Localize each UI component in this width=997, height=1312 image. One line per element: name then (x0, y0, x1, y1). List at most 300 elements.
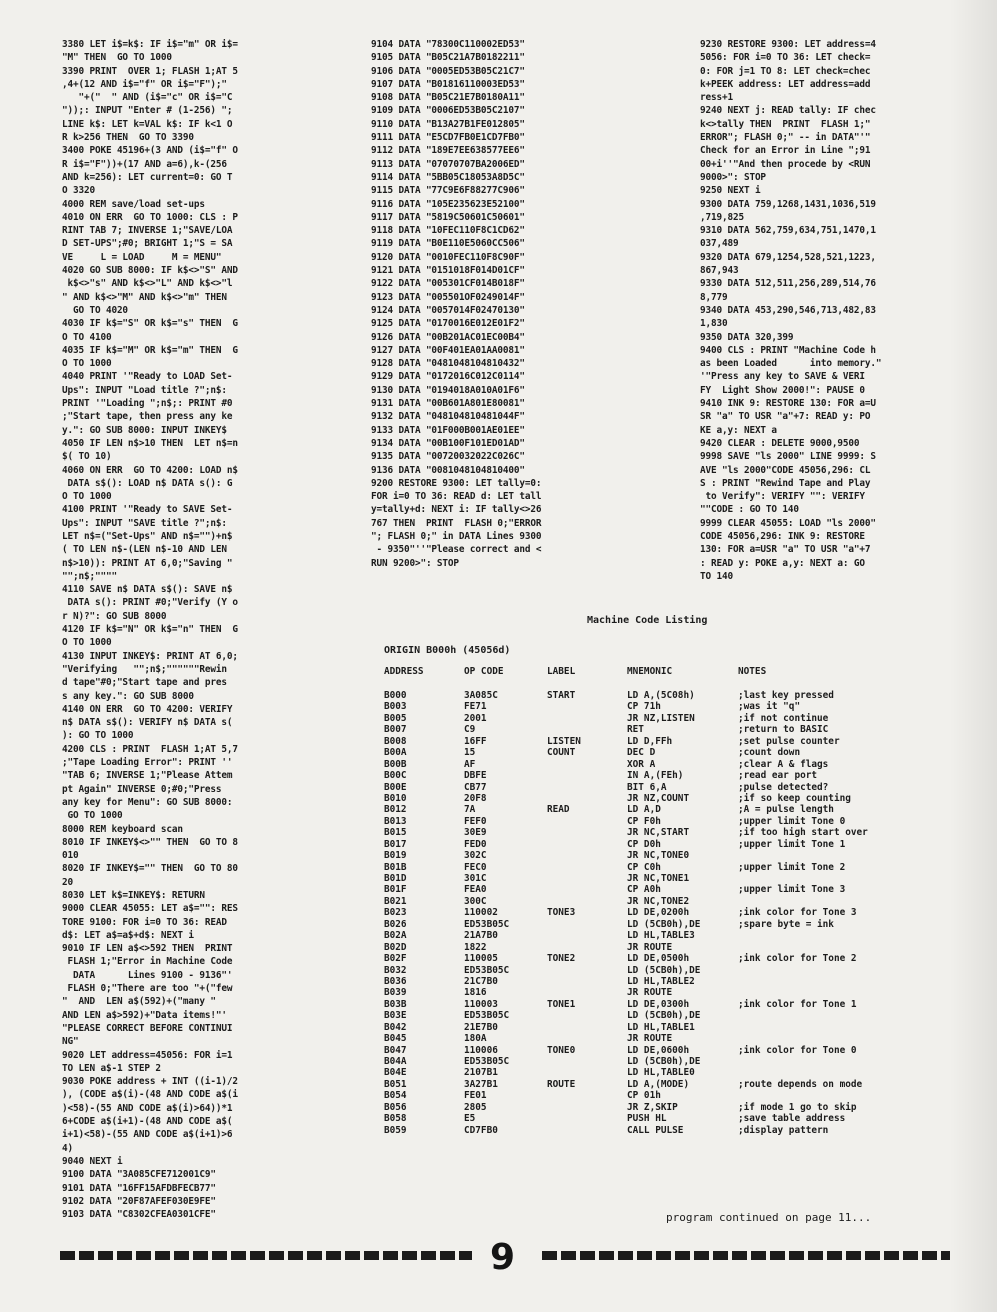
row-mnemonic: JR Z,SKIP (627, 1101, 678, 1113)
row-opcode: 3A085C (464, 690, 498, 701)
listing-line: 9030 POKE address + INT ((i-1)/2 (62, 1076, 238, 1088)
row-mnemonic: LD (5CB0h),DE (627, 1056, 701, 1067)
listing-line: 9119 DATA "B0E110E5060CC506" (371, 238, 525, 250)
row-opcode: 21C7B0 (464, 975, 498, 987)
row-opcode: 2001 (464, 712, 487, 724)
footer-stripe-left (60, 1251, 472, 1260)
listing-line: 9000>": STOP (700, 171, 766, 183)
listing-line: 9115 DATA "77C9E6F88277C906" (371, 185, 525, 197)
listing-line: 3390 PRINT OVER 1; FLASH 1;AT 5 (62, 65, 238, 77)
row-mnemonic: LD (5CB0h),DE (627, 964, 701, 976)
row-notes: ;A = pulse length (738, 804, 834, 816)
table-row (384, 941, 673, 953)
row-opcode: ED53B05C (464, 1056, 510, 1067)
listing-line: 9101 DATA "16FF15AFDBFECB77" (62, 1182, 216, 1194)
listing-line: " AND k$<>"M" AND k$<>"m" THEN (62, 291, 227, 303)
listing-line: 9010 IF LEN a$<>592 THEN PRINT (62, 943, 233, 955)
row-mnemonic: LD A,(MODE) (627, 1078, 690, 1090)
table-row (384, 998, 857, 1010)
listing-line: pt Again" INVERSE 0;#0;"Press (62, 783, 222, 795)
row-notes: ;save table address (738, 1113, 846, 1125)
listing-line: 9330 DATA 512,511,256,289,514,76 (700, 278, 876, 290)
listing-line: 1,830 (700, 318, 728, 330)
table-row (384, 781, 829, 793)
listing-line: 8020 IF INKEY$="" THEN GO TO 80 (62, 863, 238, 875)
listing-line: 4140 ON ERR GO TO 4200: VERIFY (62, 703, 233, 715)
row-opcode: 301C (464, 873, 487, 884)
row-address: B04A (384, 1056, 407, 1067)
listing-line: ;"Tape Loading Error": PRINT '' (62, 757, 233, 769)
row-label: ROUTE (547, 1078, 576, 1090)
row-opcode: 16FF (464, 735, 487, 747)
listing-line: i+1)<58)-(55 AND CODE a$(i+1)>6 (62, 1129, 233, 1141)
listing-line: GO TO 1000 (62, 810, 123, 822)
listing-line: AND k=256): LET current=0: GO T (62, 171, 233, 183)
row-opcode: 2107B1 (464, 1067, 498, 1079)
row-notes: ;set pulse counter (738, 735, 840, 747)
listing-line: 9310 DATA 562,759,634,751,1470,1 (700, 225, 876, 237)
row-label: TONE2 (547, 953, 576, 965)
row-opcode: ED53B05C (464, 918, 510, 930)
row-opcode: DBFE (464, 770, 487, 782)
row-opcode: 21A7B0 (464, 930, 498, 942)
listing-line: ,719,825 (700, 211, 744, 223)
listing-line: 4020 GO SUB 8000: IF k$<>"S" AND (62, 265, 238, 277)
table-row (384, 1101, 857, 1113)
table-row (384, 1067, 695, 1079)
listing-line: FY Light Show 2000!": PAUSE 0 (700, 384, 865, 396)
listing-line: 9105 DATA "B05C21A7B0182211" (371, 52, 525, 64)
table-row (384, 861, 846, 873)
row-notes: ;if mode 1 go to skip (738, 1101, 857, 1113)
listing-line: S : PRINT "Rewind Tape and Play (700, 477, 871, 489)
row-address: B02F (384, 953, 407, 965)
table-row (384, 1021, 695, 1033)
row-label: READ (547, 804, 570, 816)
listing-line: 9106 DATA "0005ED53B05C21C7" (371, 65, 525, 77)
listing-line: 9124 DATA "0057014F02470130" (371, 304, 525, 316)
table-row (384, 1033, 673, 1045)
row-mnemonic: BIT 6,A (627, 781, 667, 793)
row-address: B054 (384, 1090, 407, 1102)
listing-line: FLASH 0;"There are too "+("few (62, 983, 233, 995)
table-row (384, 964, 701, 976)
row-notes: ;route depends on mode (738, 1078, 863, 1090)
row-notes: ;clear A & flags (738, 758, 829, 770)
listing-line: 9125 DATA "0170016E012E01F2" (371, 318, 525, 330)
row-address: B042 (384, 1021, 407, 1033)
row-address: B04E (384, 1067, 407, 1079)
listing-line: R k>256 THEN GO TO 3390 (62, 132, 194, 144)
listing-line: O 3320 (62, 185, 95, 197)
listing-line: r N)?": GO SUB 8000 (62, 610, 167, 622)
listing-line: 9134 DATA "00B100F101ED01AD" (371, 437, 525, 449)
row-opcode: 7A (464, 804, 476, 816)
row-address: B026 (384, 918, 407, 930)
table-row (384, 815, 846, 827)
row-mnemonic: CALL PULSE (627, 1124, 684, 1136)
listing-line: D SET-UPS";#0; BRIGHT 1;"S = SA (62, 238, 233, 250)
row-mnemonic: DEC D (627, 747, 656, 759)
listing-line: 9130 DATA "0194018A010A01F6" (371, 384, 525, 396)
table-row (384, 804, 834, 816)
listing-line: 767 THEN PRINT FLASH 0;"ERROR (371, 517, 542, 529)
listing-line: any key for Menu": GO SUB 8000: (62, 796, 233, 808)
listing-line: 9111 DATA "E5CD7FB0E1CD7FB0" (371, 132, 525, 144)
row-mnemonic: XOR A (627, 758, 656, 770)
listing-line: VE L = LOAD M = MENU" (62, 251, 222, 263)
listing-line: "));: INPUT "Enter # (1-256) "; (62, 105, 233, 117)
row-opcode: E5 (464, 1113, 476, 1125)
row-address: B003 (384, 701, 407, 713)
table-row (384, 712, 829, 724)
row-opcode: 1822 (464, 941, 487, 953)
row-opcode: 110006 (464, 1044, 498, 1056)
listing-line: "TAB 6; INVERSE 1;"Please Attem (62, 770, 233, 782)
listing-line: 8000 REM keyboard scan (62, 823, 183, 835)
row-address: B00A (384, 747, 407, 759)
listing-column-right (700, 38, 990, 583)
listing-line: 0: FOR j=1 TO 8: LET check=chec (700, 65, 871, 77)
listing-column-middle (371, 38, 691, 570)
listing-line: 9117 DATA "5819C50601C50601" (371, 211, 525, 223)
row-notes: ;upper limit Tone 0 (738, 815, 846, 827)
listing-line: GO TO 4020 (62, 304, 128, 316)
row-opcode: ED53B05C (464, 964, 510, 976)
row-address: B01D (384, 873, 407, 884)
table-row (384, 1056, 701, 1067)
listing-line: n$>10)): PRINT AT 6,0;"Saving " (62, 557, 233, 569)
listing-line: O TO 1000 (62, 491, 112, 503)
row-notes: ;last key pressed (738, 690, 834, 701)
row-mnemonic: LD HL,TABLE2 (627, 975, 695, 987)
row-mnemonic: CP C0h (627, 861, 661, 873)
listing-line: 00+i''"And then procede by <RUN (700, 158, 871, 170)
row-label: TONE1 (547, 998, 576, 1010)
row-address: B039 (384, 987, 407, 999)
page-edge-shadow (949, 0, 997, 1312)
listing-line: 9131 DATA "00B601A801E80081" (371, 398, 525, 410)
row-opcode: 300C (464, 895, 487, 907)
listing-line: ""CODE : GO TO 140 (700, 504, 799, 516)
row-mnemonic: LD DE,0300h (627, 998, 690, 1010)
row-opcode: 21E7B0 (464, 1021, 498, 1033)
row-mnemonic: LD (5CB0h),DE (627, 918, 701, 930)
row-mnemonic: CP 71h (627, 701, 661, 713)
row-address: B01B (384, 861, 407, 873)
row-notes: ;display pattern (738, 1124, 829, 1136)
table-row (384, 758, 829, 770)
listing-line: "M" THEN GO TO 1000 (62, 52, 172, 64)
listing-line: 9135 DATA "00720032022C026C" (371, 451, 525, 463)
listing-line: DATA s(): PRINT #0;"Verify (Y o (62, 597, 238, 609)
listing-line: AND LEN a$>592)+"Data items!"' (62, 1009, 227, 1021)
listing-line: FLASH 1;"Error in Machine Code (62, 956, 233, 968)
table-row (384, 1078, 863, 1090)
row-opcode: FE01 (464, 1090, 487, 1102)
listing-line: k+PEEK address: LET address=add (700, 78, 871, 90)
row-mnemonic: RET (627, 724, 644, 736)
row-notes: ;ink color for Tone 3 (738, 907, 857, 919)
listing-line: 9250 NEXT i (700, 185, 761, 197)
row-mnemonic: JR NZ,COUNT (627, 792, 690, 804)
header-notes: NOTES (738, 666, 767, 677)
row-address: B00E (384, 781, 407, 793)
listing-line: $( TO 10) (62, 451, 112, 463)
row-notes: ;if so keep counting (738, 792, 851, 804)
row-opcode: 1816 (464, 987, 487, 999)
row-address: B032 (384, 964, 407, 976)
row-address: B023 (384, 907, 407, 919)
table-row (384, 975, 695, 987)
table-row (384, 987, 673, 999)
table-row (384, 884, 846, 896)
listing-line: 9350 DATA 320,399 (700, 331, 794, 343)
row-mnemonic: LD A,(5C08h) (627, 690, 695, 701)
listing-line: '"Press any key to SAVE & VERI (700, 371, 865, 383)
listing-line: RINT TAB 7; INVERSE 1;"SAVE/LOA (62, 225, 233, 237)
table-row (384, 1090, 661, 1102)
row-label: TONE0 (547, 1044, 576, 1056)
listing-line: ERROR"; FLASH 0;" -- in DATA"'" (700, 132, 871, 144)
row-label: LISTEN (547, 735, 581, 747)
listing-line: TO 140 (700, 570, 733, 582)
row-address: B017 (384, 838, 407, 850)
listing-line: 9300 DATA 759,1268,1431,1036,519 (700, 198, 876, 210)
row-label: START (547, 690, 576, 701)
row-opcode: 3A27B1 (464, 1078, 498, 1090)
listing-line: 867,943 (700, 265, 739, 277)
listing-line: 4110 SAVE n$ DATA s$(): SAVE n$ (62, 584, 233, 596)
listing-line: 20 (62, 876, 73, 888)
listing-line: 9998 SAVE "ls 2000" LINE 9999: S (700, 451, 876, 463)
listing-line: "PLEASE CORRECT BEFORE CONTINUI (62, 1022, 233, 1034)
table-row (384, 1113, 846, 1125)
row-mnemonic: PUSH HL (627, 1113, 667, 1125)
listing-line: PRINT '"Loading ";n$;: PRINT #0 (62, 398, 233, 410)
row-address: B036 (384, 975, 407, 987)
row-label: TONE3 (547, 907, 576, 919)
listing-line: 9132 DATA "048104810481044F" (371, 411, 525, 423)
listing-line: Ups": INPUT "SAVE title ?";n$: (62, 517, 227, 529)
machine-code-header-row (384, 666, 767, 690)
table-row (384, 792, 851, 804)
listing-line: 9136 DATA "0081048104810400" (371, 464, 525, 476)
row-address: B010 (384, 792, 407, 804)
listing-line: 4035 IF k$="M" OR k$="m" THEN G (62, 344, 238, 356)
row-notes: ;return to BASIC (738, 724, 829, 736)
listing-line: 9200 RESTORE 9300: LET tally=0: (371, 477, 542, 489)
listing-line: 3380 LET i$=k$: IF i$="m" OR i$= (62, 39, 238, 50)
listing-line: 4130 INPUT INKEY$: PRINT AT 6,0; (62, 650, 238, 662)
row-address: B021 (384, 895, 407, 907)
listing-line: 5056: FOR i=0 TO 36: LET check= (700, 52, 871, 64)
listing-line: 9102 DATA "20F87AFEF030E9FE" (62, 1195, 216, 1207)
listing-line: 8010 IF INKEY$<>"" THEN GO TO 8 (62, 836, 238, 848)
row-opcode: FEC0 (464, 861, 487, 873)
row-address: B051 (384, 1078, 407, 1090)
listing-line: R i$="F"))+(17 AND a=6),k-(256 (62, 158, 227, 170)
listing-line: 4040 PRINT '"Ready to LOAD Set- (62, 371, 233, 383)
row-opcode: 110005 (464, 953, 498, 965)
listing-line: 9000 CLEAR 45055: LET a$="": RES (62, 903, 238, 915)
listing-line: 9128 DATA "0481048104810432" (371, 358, 525, 370)
header-opcode: OP CODE (464, 666, 504, 677)
listing-line: 9122 DATA "005301CF014B018F" (371, 278, 525, 290)
listing-line: s any key.": GO SUB 8000 (62, 690, 194, 702)
row-address: B045 (384, 1033, 407, 1045)
row-address: B013 (384, 815, 407, 827)
row-mnemonic: JR NC,TONE0 (627, 850, 690, 862)
table-row (384, 850, 690, 862)
table-row (384, 827, 868, 839)
table-row (384, 690, 834, 701)
row-notes: ;if too high start over (738, 827, 868, 839)
listing-line: 9127 DATA "00F401EA01AA0081" (371, 344, 525, 356)
row-address: B02D (384, 941, 407, 953)
listing-line: 4030 IF k$="S" OR k$="s" THEN G (62, 318, 238, 330)
listing-line: 6+CODE a$(i+1)-(48 AND CODE a$( (62, 1116, 233, 1128)
row-mnemonic: IN A,(FEh) (627, 770, 684, 782)
table-row (384, 895, 690, 907)
listing-line: 4120 IF k$="N" OR k$="n" THEN G (62, 624, 238, 636)
listing-column-left (62, 38, 362, 1221)
row-notes: ;spare byte = ink (738, 918, 834, 930)
row-notes: ;count down (738, 747, 801, 759)
row-label: COUNT (547, 747, 576, 759)
table-row (384, 1124, 829, 1136)
row-address: B019 (384, 850, 407, 862)
listing-line: 9112 DATA "189E7EE638577EE6" (371, 145, 525, 157)
listing-line: 9320 DATA 679,1254,528,521,1223, (700, 251, 876, 263)
machine-code-origin: ORIGIN B000h (45056d) (384, 645, 511, 656)
listing-line: 9110 DATA "B13A27B1FE012805" (371, 118, 525, 130)
row-opcode: 302C (464, 850, 487, 862)
row-mnemonic: JR NC,TONE2 (627, 895, 690, 907)
row-address: B03E (384, 1010, 407, 1022)
listing-line: 9999 CLEAR 45055: LOAD "ls 2000" (700, 517, 876, 529)
row-opcode: CD7FB0 (464, 1124, 498, 1136)
listing-line: DATA s$(): LOAD n$ DATA s(): G (62, 477, 233, 489)
listing-line: KE a,y: NEXT a (700, 424, 777, 436)
row-opcode: 110002 (464, 907, 498, 919)
row-opcode: CB77 (464, 781, 487, 793)
footer-stripe-right (542, 1251, 950, 1260)
listing-line: LET n$=("Set-Ups" AND n$="")+n$ (62, 530, 233, 542)
row-address: B03B (384, 998, 407, 1010)
listing-line: 8,779 (700, 291, 728, 303)
row-mnemonic: LD DE,0200h (627, 907, 690, 919)
header-address: ADDRESS (384, 666, 424, 677)
listing-line: 8030 LET k$=INKEY$: RETURN (62, 890, 205, 901)
listing-line: ;"Start tape, then press any ke (62, 411, 233, 423)
table-row (384, 724, 829, 736)
listing-line: y=tally+d: NEXT i: IF tally<>26 (371, 504, 542, 516)
table-row (384, 873, 690, 884)
row-opcode: 15 (464, 747, 476, 759)
listing-line: 9121 DATA "0151018F014D01CF" (371, 265, 525, 277)
listing-line: ), (CODE a$(i)-(48 AND CODE a$(i (62, 1089, 238, 1101)
row-mnemonic: LD D,FFh (627, 735, 673, 747)
row-notes: ;upper limit Tone 3 (738, 884, 846, 896)
listing-line: FOR i=0 TO 36: READ d: LET tall (371, 491, 542, 503)
listing-line: ( TO LEN n$-(LEN n$-10 AND LEN (62, 544, 227, 556)
listing-line: : READ y: POKE a,y: NEXT a: GO (700, 557, 865, 569)
continued-note: program continued on page 11... (666, 1211, 872, 1224)
listing-line: as been Loaded into memory." (700, 358, 882, 370)
row-address: B000 (384, 690, 407, 701)
row-opcode: FEF0 (464, 815, 487, 827)
listing-line: 4200 CLS : PRINT FLASH 1;AT 5,7 (62, 743, 238, 755)
listing-line: 130: FOR a=USR "a" TO USR "a"+7 (700, 544, 871, 556)
row-address: B01F (384, 884, 407, 896)
listing-line: 9040 NEXT i (62, 1155, 123, 1167)
row-mnemonic: CP 01h (627, 1090, 661, 1102)
listing-line: 3400 POKE 45196+(3 AND (i$="f" O (62, 145, 238, 157)
listing-line: n$ DATA s$(): VERIFY n$ DATA s( (62, 717, 233, 729)
listing-line: SR "a" TO USR "a"+7: READ y: PO (700, 411, 871, 423)
listing-line: k$<>"s" AND k$<>"L" AND k$<>"l (62, 278, 233, 290)
listing-line: )<58)-(55 AND CODE a$(i)>64))*1 (62, 1102, 233, 1114)
listing-line: 4) (62, 1142, 73, 1154)
table-row (384, 907, 857, 919)
listing-line: y.": GO SUB 8000: INPUT INKEY$ (62, 424, 227, 436)
table-row (384, 1010, 701, 1022)
table-row (384, 770, 818, 782)
listing-line: d$: LET a$=a$+d$: NEXT i (62, 929, 194, 941)
page-number: 9 (490, 1237, 516, 1278)
listing-line: 9240 NEXT j: READ tally: IF chec (700, 105, 876, 117)
listing-line: 9420 CLEAR : DELETE 9000,9500 (700, 437, 860, 449)
listing-line: Ups": INPUT "Load title ?";n$: (62, 384, 227, 396)
row-address: B007 (384, 724, 407, 736)
listing-line: TO LEN a$-1 STEP 2 (62, 1062, 161, 1074)
listing-line: 9400 CLS : PRINT "Machine Code h (700, 344, 876, 356)
listing-line: 9123 DATA "005501OF0249014F" (371, 291, 525, 303)
row-opcode: 20F8 (464, 792, 487, 804)
row-address: B056 (384, 1101, 407, 1113)
row-mnemonic: CP D0h (627, 838, 661, 850)
table-row (384, 953, 857, 965)
header-label: LABEL (547, 666, 576, 677)
table-row (384, 838, 846, 850)
listing-line: 9230 RESTORE 9300: LET address=4 (700, 39, 876, 50)
row-opcode: FE71 (464, 701, 487, 713)
row-notes: ;if not continue (738, 712, 829, 724)
listing-line: 4050 IF LEN n$>10 THEN LET n$=n (62, 437, 238, 449)
listing-line: "; FLASH 0;" in DATA Lines 9300 (371, 530, 542, 542)
row-mnemonic: JR NC,TONE1 (627, 873, 690, 884)
listing-line: 4060 ON ERR GO TO 4200: LOAD n$ (62, 464, 238, 476)
listing-line: O TO 1000 (62, 637, 112, 649)
listing-line: 4010 ON ERR GO TO 1000: CLS : P (62, 211, 238, 223)
listing-line: ,4+(12 AND i$="f" OR i$="F");" (62, 78, 227, 90)
listing-line: DATA Lines 9100 - 9136"' (62, 969, 233, 981)
header-mnemonic: MNEMONIC (627, 666, 673, 677)
listing-line: 010 (62, 850, 79, 862)
row-notes: ;read ear port (738, 770, 818, 782)
row-address: B008 (384, 735, 407, 747)
row-notes: ;ink color for Tone 2 (738, 953, 857, 965)
row-notes: ;ink color for Tone 0 (738, 1044, 857, 1056)
row-mnemonic: JR ROUTE (627, 1033, 673, 1045)
row-mnemonic: CP A0h (627, 884, 661, 896)
listing-line: 9107 DATA "B01816110003ED53" (371, 78, 525, 90)
listing-line: 9103 DATA "C8302CFEA0301CFE" (62, 1209, 216, 1221)
row-mnemonic: LD DE,0500h (627, 953, 690, 965)
listing-line: "Verifying "";n$;""""""Rewin (62, 663, 227, 675)
listing-line: "+(" " AND (i$="c" OR i$="C (62, 92, 233, 104)
